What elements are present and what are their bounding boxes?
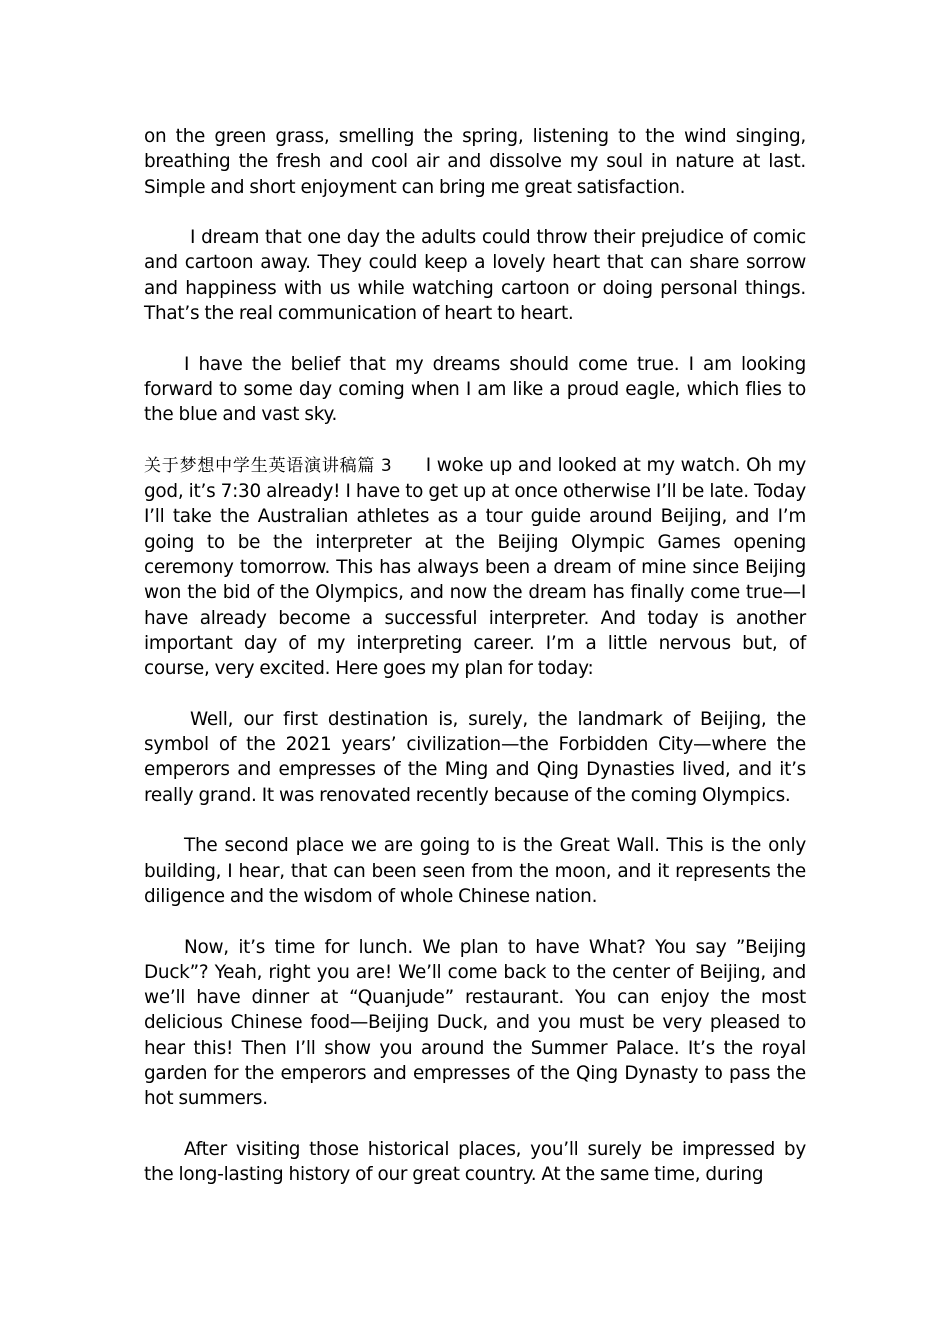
section-heading: 关于梦想中学生英语演讲稿篇 3 — [144, 455, 392, 476]
paragraph-great-wall: The second place we are going to is the Great Wall. This is the only building, I hear, that can been seen from the moon, and it represents the diligence and the wisdom of whole Chinese nation. — [144, 835, 806, 907]
paragraph-adults-dream: I dream that one day the adults could throw their prejudice of comic and cartoon away. They could keep a lovely heart that can share sorrow and happiness with us while watching cartoon or doing personal things. That’s the real communication of heart to heart. — [144, 227, 806, 325]
paragraph-belief: I have the belief that my dreams should come true. I am looking forward to some day coming when I am like a proud eagle, which flies to the blue and vast sky. — [144, 353, 806, 426]
paragraph-lunch: Now, it’s time for lunch. We plan to have What? You say ”Beijing Duck”? Yeah, right you are! We’ll come back to the center of Beijing, and we’ll have dinner at “Quanjude” restaurant. You can enjoy the most delicious Chinese food—Beijing Duck, and you must be very pleased to hear this! Then I’ll show you around the Summer Palace. It’s the royal garden for the emperors and empresses of the Qing Dynasty to pass the hot summers. — [144, 936, 806, 1110]
document-page — [144, 124, 806, 1213]
paragraph-forbidden-city: Well, our first destination is, surely, the landmark of Beijing, the symbol of the 2021 years’ civilization—the Forbidden City—where the emperors and empresses of the Ming and Qing Dynasties lived, and it’s really grand. It was renovated recently because of the coming Olympics. — [144, 708, 806, 806]
paragraph-continuation: on the green grass, smelling the spring, listening to the wind singing, breathing the fresh and cool air and dissolve my soul in nature at last. Simple and short enjoyment can bring me great satisfaction. — [144, 126, 806, 198]
paragraph-historical-places: After visiting those historical places, you’ll surely be impressed by the long-lasting history of our great country. At the same time, during — [144, 1138, 806, 1186]
section-3-opening — [144, 453, 806, 682]
section-first-paragraph: I woke up and looked at my watch. Oh my god, it’s 7:30 already! I have to get up at once otherwise I’ll be late. Today I’ll take the Australian athletes as a tour guide around Beijing, and I’m going to be the interpreter at the Beijing Olympic Games opening ceremony tomorrow. This has always been a dream of mine since Beijing won the bid of the Olympics, and now the dream has finally come true—I have already become a successful interpreter. And today is another important day of my interpreting career. I’m a little nervous but, of course, very excited. Here goes my plan for today: — [144, 454, 806, 680]
